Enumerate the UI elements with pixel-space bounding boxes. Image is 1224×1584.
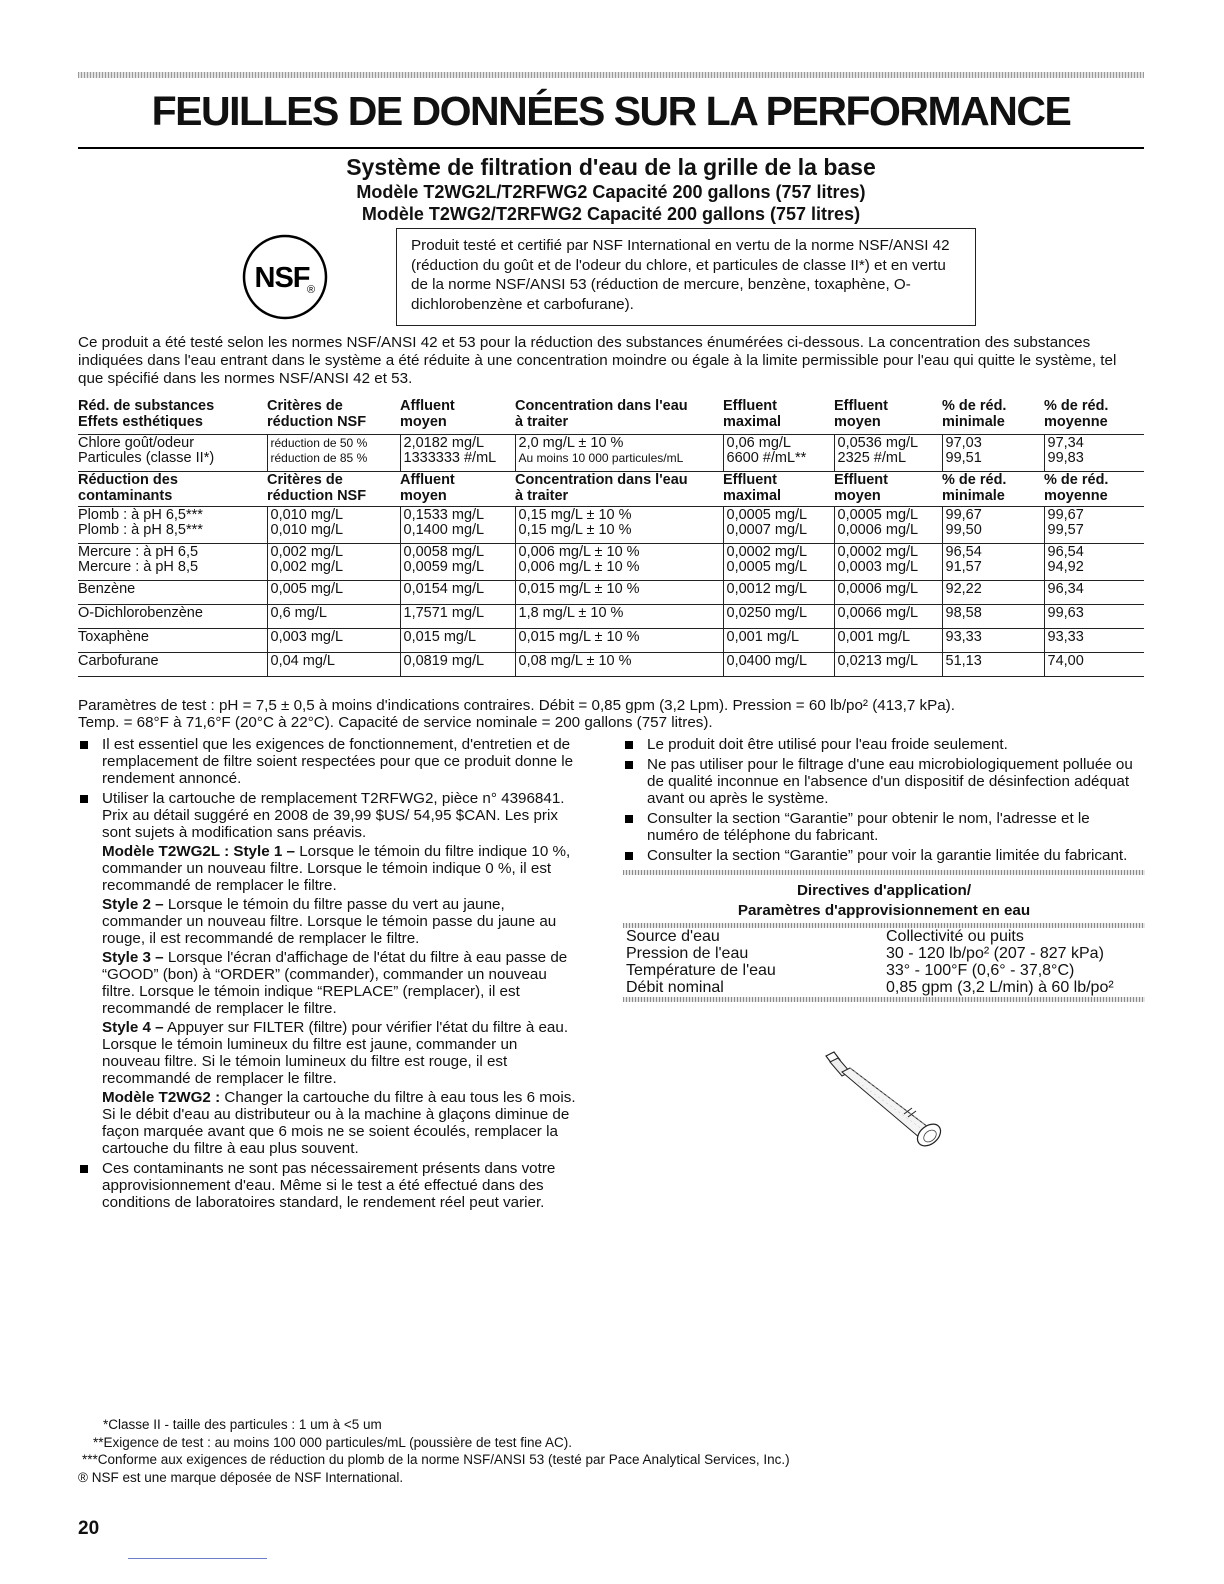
cell-value: 0,010 mg/L xyxy=(270,506,344,523)
cell-value: 91,57 xyxy=(945,559,982,575)
cell-value: 2,0 mg/L ± 10 % xyxy=(518,434,624,451)
style-label: Modèle T2WG2L : Style 1 – xyxy=(102,843,295,860)
cell-value: 1,8 mg/L ± 10 % xyxy=(518,604,624,621)
style-text: Lorsque le témoin du filtre passe du vert au jaune, commander un nouveau filtre. Lorsque le témoin passe du jaune au rouge, il est recommandé de remplacer le filtre. xyxy=(102,896,557,947)
style-paragraph xyxy=(102,1089,578,1157)
bullet-item xyxy=(78,790,578,1157)
table-row xyxy=(78,604,1144,628)
nsf-registered-mark: ® xyxy=(306,284,316,296)
table-row xyxy=(78,628,1144,652)
column-header-line: maximal xyxy=(723,487,782,504)
directive-row xyxy=(623,979,1145,996)
cell-value: 92,22 xyxy=(945,580,982,597)
table-cell xyxy=(834,506,942,543)
column-header xyxy=(942,471,1044,506)
directive-value: Collectivité ou puits xyxy=(886,928,1024,945)
table-cell xyxy=(723,628,834,652)
table-header-row xyxy=(78,471,1144,506)
directive-row xyxy=(623,945,1145,962)
cell-value: 93,33 xyxy=(945,628,982,645)
bullet-text: Consulter la section “Garantie” pour voir la garantie limitée du fabricant. xyxy=(647,847,1128,864)
bullet-item xyxy=(78,1160,578,1211)
footnotes xyxy=(78,1416,1144,1486)
nsf-logo xyxy=(240,232,330,322)
cell-value: 0,15 mg/L ± 10 % xyxy=(518,506,632,523)
test-parameters xyxy=(78,697,1144,731)
table-cell xyxy=(723,543,834,580)
cell-value: Chlore goût/odeur xyxy=(78,434,195,451)
column-header xyxy=(1044,471,1144,506)
table-cell xyxy=(723,580,834,604)
table-cell xyxy=(515,652,723,676)
table-cell xyxy=(1044,652,1144,676)
cell-value: 0,04 mg/L xyxy=(270,652,335,669)
cell-value: 0,0006 mg/L xyxy=(837,522,919,538)
cell-value: 0,15 mg/L ± 10 % xyxy=(518,522,632,538)
cell-value: 99,50 xyxy=(945,522,982,538)
link-underline xyxy=(128,1558,267,1559)
bullet-text: Le produit doit être utilisé pour l'eau froide seulement. xyxy=(647,736,1008,753)
directive-value: 33° - 100°F (0,6° - 37,8°C) xyxy=(886,962,1075,979)
style-paragraph xyxy=(102,843,578,894)
table-cell xyxy=(1044,543,1144,580)
style-paragraph xyxy=(102,949,578,1017)
square-bullet-icon xyxy=(80,795,88,803)
cell-value: 0,0536 mg/L xyxy=(837,434,919,451)
column-header-line: % de réd. xyxy=(942,471,1007,488)
table-cell xyxy=(267,604,400,628)
column-header-line: à traiter xyxy=(515,487,569,504)
bullet-text: Utiliser la cartouche de remplacement T2RFWG2, pièce n° 4396841. Prix au détail suggéré en 2008 de 39,99 $US/ 54,95 $CAN. Les prix sont sujets à modification sans préavis. xyxy=(102,790,565,841)
column-header xyxy=(400,398,515,434)
table-cell xyxy=(942,543,1044,580)
table-cell xyxy=(78,434,267,471)
footnote: **Exigence de test : au moins 100 000 particules/mL (poussière de test fine AC). xyxy=(93,1434,573,1450)
table-cell xyxy=(1044,628,1144,652)
directive-label: Pression de l'eau xyxy=(626,945,749,962)
table-cell xyxy=(1044,506,1144,543)
directive-value: 30 - 120 lb/po² (207 - 827 kPa) xyxy=(886,945,1104,962)
cell-value: 1333333 #/mL xyxy=(403,450,497,466)
cell-value: 98,58 xyxy=(945,604,982,621)
cell-value: 99,57 xyxy=(1047,522,1084,538)
cell-value: Benzène xyxy=(78,580,136,597)
column-header-line: Affluent xyxy=(400,398,455,414)
cell-value: 1,7571 mg/L xyxy=(403,604,485,621)
column-header-line: Effluent xyxy=(723,398,777,414)
column-header xyxy=(834,398,942,434)
cell-value: Carbofurane xyxy=(78,652,159,669)
column-header xyxy=(1044,398,1144,434)
table-cell xyxy=(723,604,834,628)
cell-value: 0,015 mg/L xyxy=(403,628,477,645)
column-header-line: Réd. de substances xyxy=(78,398,215,414)
dotted-rule xyxy=(623,870,1145,875)
table-cell xyxy=(267,628,400,652)
bullet-item xyxy=(623,847,1145,864)
cell-value: 0,006 mg/L ± 10 % xyxy=(518,559,640,575)
column-header-line: à traiter xyxy=(515,414,569,430)
style-paragraph xyxy=(102,1019,578,1087)
column-header-line: Effets esthétiques xyxy=(78,414,203,430)
style-label: Modèle T2WG2 : xyxy=(102,1089,221,1106)
cell-value: 0,0002 mg/L xyxy=(726,543,808,560)
style-paragraph xyxy=(102,896,578,947)
cell-value: 0,0005 mg/L xyxy=(726,506,808,523)
cell-value: 0,06 mg/L xyxy=(726,434,791,451)
bullet-text: Ces contaminants ne sont pas nécessairement présents dans votre approvisionnement d'eau. Même si le test a été effectué dans des conditions de laboratoires standard, le rendement réel peut varier. xyxy=(102,1160,556,1211)
square-bullet-icon xyxy=(80,741,88,749)
square-bullet-icon xyxy=(625,852,633,860)
top-dotted-rule xyxy=(78,72,1144,78)
table-cell xyxy=(515,580,723,604)
column-header-line: Critères de xyxy=(267,471,343,488)
cell-value: 2,0182 mg/L xyxy=(403,434,485,451)
cell-value: 0,0059 mg/L xyxy=(403,559,485,575)
footnote: ® NSF est une marque déposée de NSF International. xyxy=(78,1469,404,1485)
cell-value: 0,0250 mg/L xyxy=(726,604,808,621)
cell-value: 0,015 mg/L ± 10 % xyxy=(518,580,640,597)
column-header xyxy=(267,471,400,506)
table-cell xyxy=(78,543,267,580)
column-header-line: réduction NSF xyxy=(267,414,367,430)
style-text: Changer la cartouche du filtre à eau tous les 6 mois. Si le débit d'eau au distributeur ou à la machine à glaçons diminue de façon marquée avant que 6 mois ne se soient écoulés, remplacer la cartouche du filtre à eau plus souvent. xyxy=(102,1089,576,1157)
table-cell xyxy=(834,543,942,580)
cell-value: Plomb : à pH 6,5*** xyxy=(78,506,203,523)
column-header-line: Concentration dans l'eau xyxy=(515,471,688,488)
page-title: FEUILLES DE DONNÉES SUR LA PERFORMANCE xyxy=(151,88,1071,134)
cell-value: 96,34 xyxy=(1047,580,1084,597)
cell-value: Toxaphène xyxy=(78,628,149,645)
cell-value: 0,0007 mg/L xyxy=(726,522,808,538)
right-column xyxy=(623,736,1145,1002)
square-bullet-icon xyxy=(625,761,633,769)
cell-value: Particules (classe II*) xyxy=(78,450,215,466)
column-header-line: % de réd. xyxy=(1044,471,1109,488)
column-header-line: Réduction des xyxy=(78,471,178,488)
cell-value: 0,0003 mg/L xyxy=(837,559,919,575)
table-row xyxy=(78,652,1144,676)
cell-value: 97,34 xyxy=(1047,434,1084,451)
table-cell xyxy=(942,434,1044,471)
table-cell xyxy=(400,434,515,471)
model-line-2: Modèle T2WG2/T2RFWG2 Capacité 200 gallons (757 litres) xyxy=(361,204,861,224)
table-cell xyxy=(267,506,400,543)
table-cell xyxy=(267,543,400,580)
table-cell xyxy=(834,652,942,676)
certification-box: Produit testé et certifié par NSF International en vertu de la norme NSF/ANSI 42 (réduction du goût et de l'odeur du chlore, et particules de classe II*) et en vertu de la norme NSF/ANSI 53 (réduction de mercure, benzène, toxaphène, O-dichlorobenzène et carbofurane). xyxy=(396,228,976,326)
cell-value: Plomb : à pH 8,5*** xyxy=(78,522,203,538)
cell-value: 0,005 mg/L xyxy=(270,580,344,597)
table-cell xyxy=(515,604,723,628)
cell-value: 94,92 xyxy=(1047,559,1084,575)
dotted-rule xyxy=(623,997,1145,1002)
column-header-line: Effluent xyxy=(723,471,777,488)
table-row xyxy=(78,543,1144,580)
cell-value: 99,67 xyxy=(1047,506,1084,523)
column-header-line: moyenne xyxy=(1044,487,1108,504)
table-cell xyxy=(78,652,267,676)
cell-value: 0,0058 mg/L xyxy=(403,543,485,560)
column-header-line: moyen xyxy=(400,414,447,430)
cell-value: 0,002 mg/L xyxy=(270,559,344,575)
cell-value: 0,0066 mg/L xyxy=(837,604,919,621)
column-header xyxy=(78,471,267,506)
footnote: *Classe II - taille des particules : 1 um à <5 um xyxy=(103,1417,382,1432)
column-header-line: Effluent xyxy=(834,471,888,488)
table-cell xyxy=(942,652,1044,676)
bullet-item xyxy=(78,736,578,787)
style-label: Style 3 – xyxy=(102,949,164,966)
column-header xyxy=(515,471,723,506)
cell-value: 0,0012 mg/L xyxy=(726,580,808,597)
column-header xyxy=(78,398,267,434)
directives-table-body xyxy=(623,928,1145,996)
table-cell xyxy=(942,604,1044,628)
table-cell xyxy=(267,434,400,471)
page-number: 20 xyxy=(78,1518,100,1539)
bullet-item xyxy=(623,756,1145,807)
nsf-logo-text: NSF xyxy=(254,262,310,294)
directive-value: 0,85 gpm (3,2 L/min) à 60 lb/po² xyxy=(886,979,1114,996)
table-cell xyxy=(1044,604,1144,628)
style-text: Lorsque le témoin du filtre indique 10 %, commander un nouveau filtre. Lorsque le témoin indique 0 %, il est recommandé de remplacer le filtre. xyxy=(102,843,571,894)
column-header-line: moyen xyxy=(834,414,881,430)
directive-row xyxy=(623,962,1145,979)
column-header xyxy=(515,398,723,434)
column-header-line: moyen xyxy=(400,487,447,504)
column-header-line: minimale xyxy=(942,487,1005,504)
style-text: Appuyer sur FILTER (filtre) pour vérifier l'état du filtre à eau. Lorsque le témoin lumineux du filtre est jaune, commander un nouveau filtre. Si le témoin lumineux du filtre est rouge, il est recommandé de remplacer le filtre. xyxy=(102,1019,569,1087)
table-cell xyxy=(78,604,267,628)
table-cell xyxy=(78,628,267,652)
bullet-text: Il est essentiel que les exigences de fonctionnement, d'entretien et de remplacement de filtre soient respectées pour que ce produit donne le rendement annoncé. xyxy=(102,736,574,787)
table-cell xyxy=(515,506,723,543)
directive-label: Source d'eau xyxy=(626,928,720,945)
cell-value: Au moins 10 000 particules/mL xyxy=(518,451,684,465)
table-cell xyxy=(400,652,515,676)
column-header xyxy=(834,471,942,506)
column-header-line: Affluent xyxy=(400,471,455,488)
directives-table xyxy=(623,928,1145,996)
model-line-1: Modèle T2WG2L/T2RFWG2 Capacité 200 gallons (757 litres) xyxy=(356,182,866,202)
directive-label: Température de l'eau xyxy=(626,962,776,979)
table-cell xyxy=(834,604,942,628)
table-cell xyxy=(515,543,723,580)
cell-value: 0,6 mg/L xyxy=(270,604,327,621)
table-cell xyxy=(723,652,834,676)
cell-value: 6600 #/mL** xyxy=(726,450,807,466)
column-header xyxy=(723,398,834,434)
table-cell xyxy=(723,506,834,543)
directives-heading-1: Directives d'application/ xyxy=(796,882,972,899)
cell-value: Mercure : à pH 6,5 xyxy=(78,543,199,560)
table-row xyxy=(78,434,1144,471)
bullet-text: Ne pas utiliser pour le filtrage d'une eau microbiologiquement polluée ou de qualité inconnue en l'absence d'un dispositif de désinfection adéquat avant ou après le système. xyxy=(647,756,1133,807)
table-cell xyxy=(1044,434,1144,471)
table-cell xyxy=(400,604,515,628)
bullet-item xyxy=(623,810,1145,844)
table-cell xyxy=(78,580,267,604)
table-header-row xyxy=(78,398,1144,434)
table-cell xyxy=(400,506,515,543)
system-subtitle: Système de filtration d'eau de la grille de la base xyxy=(346,154,876,180)
cell-value: 99,51 xyxy=(945,450,982,466)
cell-value: O-Dichlorobenzène xyxy=(78,604,203,621)
performance-table xyxy=(78,398,1144,677)
cell-value: 0,0002 mg/L xyxy=(837,543,919,560)
cell-value: 0,0006 mg/L xyxy=(837,580,919,597)
column-header-line: réduction NSF xyxy=(267,487,367,504)
table-cell xyxy=(942,580,1044,604)
table-cell xyxy=(834,434,942,471)
cell-value: 0,1533 mg/L xyxy=(403,506,485,523)
cell-value: 97,03 xyxy=(945,434,982,451)
cell-value: 0,0400 mg/L xyxy=(726,652,808,669)
cell-value: 74,00 xyxy=(1047,652,1084,669)
cell-value: réduction de 50 % xyxy=(270,435,368,450)
bullet-text: Consulter la section “Garantie” pour obtenir le nom, l'adresse et le numéro de téléphone du fabricant. xyxy=(647,810,1090,844)
table-row xyxy=(78,580,1144,604)
style-label: Style 4 – xyxy=(102,1019,164,1036)
cell-value: 0,015 mg/L ± 10 % xyxy=(518,628,640,645)
cell-value: 0,0154 mg/L xyxy=(403,580,485,597)
table-cell xyxy=(267,652,400,676)
cell-value: 99,63 xyxy=(1047,604,1084,621)
column-header xyxy=(942,398,1044,434)
intro-paragraph: Ce produit a été testé selon les normes NSF/ANSI 42 et 53 pour la réduction des substances énumérées ci-dessous. La concentration des substances indiquées dans l'eau entrant dans le système a été réduite à une concentration moindre ou égale à la limite permissible pour l'eau qui quitte le système, tel que spécifié dans les normes NSF/ANSI 42 et 53. xyxy=(78,334,1117,387)
column-header-line: contaminants xyxy=(78,487,173,504)
table-cell xyxy=(400,543,515,580)
table-cell xyxy=(1044,580,1144,604)
column-header-line: moyenne xyxy=(1044,414,1108,430)
cell-value: 0,0005 mg/L xyxy=(837,506,919,523)
cell-value: 96,54 xyxy=(1047,543,1084,560)
style-text: Lorsque l'écran d'affichage de l'état du filtre à eau passe de “GOOD” (bon) à “ORDER” (commander), commander un nouveau filtre. Lorsque le témoin indique “REPLACE” (remplacer), il est recommandé de remplacer le filtre. xyxy=(102,949,568,1017)
title-rule xyxy=(78,147,1144,149)
table-cell xyxy=(400,628,515,652)
cell-value: 99,83 xyxy=(1047,450,1084,466)
directive-label: Débit nominal xyxy=(626,979,724,996)
table-cell xyxy=(834,580,942,604)
directive-row xyxy=(623,928,1145,945)
cell-value: 0,0819 mg/L xyxy=(403,652,485,669)
cell-value: 0,010 mg/L xyxy=(270,522,344,538)
test-parameters-line-1: Paramètres de test : pH = 7,5 ± 0,5 à moins d'indications contraires. Débit = 0,85 gpm (3,2 Lpm). Pression = 60 lb/po² (413,7 kPa). xyxy=(78,697,955,714)
column-header-line: minimale xyxy=(942,414,1005,430)
cell-value: 0,006 mg/L ± 10 % xyxy=(518,543,640,560)
cell-value: 0,002 mg/L xyxy=(270,543,344,560)
table-cell xyxy=(942,506,1044,543)
cell-value: 93,33 xyxy=(1047,628,1084,645)
directives-heading-2: Paramètres d'approvisionnement en eau xyxy=(737,902,1031,919)
table-cell xyxy=(78,506,267,543)
column-header-line: Critères de xyxy=(267,398,343,414)
table-cell xyxy=(515,434,723,471)
column-header-line: moyen xyxy=(834,487,881,504)
footnote: ***Conforme aux exigences de réduction du plomb de la norme NSF/ANSI 53 (testé par Pace Analytical Services, Inc.) xyxy=(82,1452,790,1467)
square-bullet-icon xyxy=(625,741,633,749)
water-filter-cartridge-icon xyxy=(808,1050,958,1150)
table-cell xyxy=(834,628,942,652)
cell-value: 0,0005 mg/L xyxy=(726,559,808,575)
cell-value: 0,1400 mg/L xyxy=(403,522,485,538)
table-cell xyxy=(400,580,515,604)
bullet-item xyxy=(623,736,1145,753)
cell-value: 0,0213 mg/L xyxy=(837,652,919,669)
column-header-line: Concentration dans l'eau xyxy=(515,398,688,414)
column-header xyxy=(400,471,515,506)
table-row xyxy=(78,506,1144,543)
style-label: Style 2 – xyxy=(102,896,164,913)
square-bullet-icon xyxy=(80,1165,88,1173)
table-cell xyxy=(942,628,1044,652)
test-parameters-line-2: Temp. = 68°F à 71,6°F (20°C à 22°C). Capacité de service nominale = 200 gallons (757 litres). xyxy=(78,714,713,731)
table-cell xyxy=(515,628,723,652)
cell-value: Mercure : à pH 8,5 xyxy=(78,559,199,575)
column-header-line: % de réd. xyxy=(1044,398,1109,414)
cell-value: réduction de 85 % xyxy=(270,451,368,465)
cell-value: 2325 #/mL xyxy=(837,450,907,466)
column-header xyxy=(267,398,400,434)
cell-value: 0,001 mg/L xyxy=(837,628,911,645)
cell-value: 0,001 mg/L xyxy=(726,628,800,645)
table-cell xyxy=(267,580,400,604)
column-header-line: maximal xyxy=(723,414,782,430)
column-header xyxy=(723,471,834,506)
performance-table-body xyxy=(78,398,1144,676)
square-bullet-icon xyxy=(625,815,633,823)
cell-value: 96,54 xyxy=(945,543,982,560)
cell-value: 51,13 xyxy=(945,652,982,669)
cell-value: 0,08 mg/L ± 10 % xyxy=(518,652,632,669)
table-cell xyxy=(723,434,834,471)
cell-value: 0,003 mg/L xyxy=(270,628,344,645)
cell-value: 99,67 xyxy=(945,506,982,523)
left-column xyxy=(78,736,578,1214)
column-header-line: % de réd. xyxy=(942,398,1007,414)
column-header-line: Effluent xyxy=(834,398,888,414)
